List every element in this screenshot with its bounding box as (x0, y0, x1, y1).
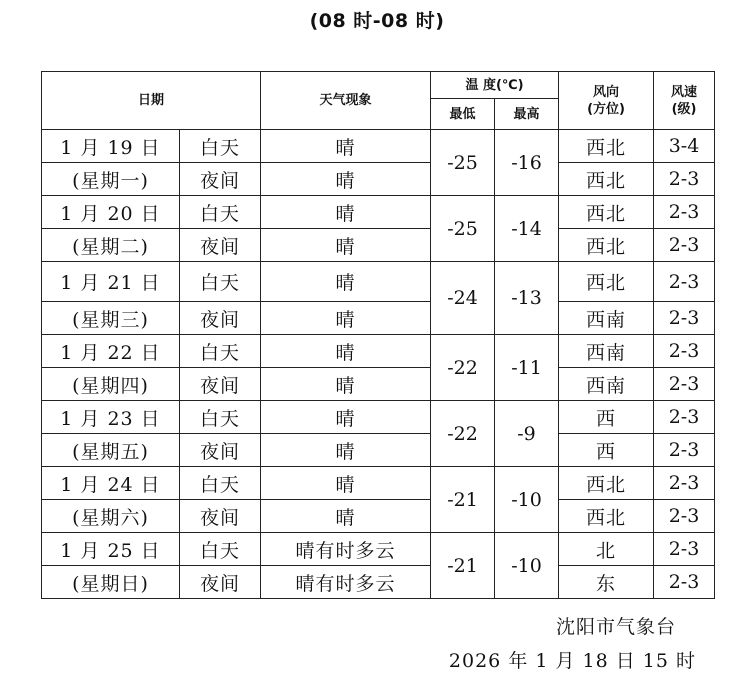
wind-direction-cell: 西北 (559, 196, 654, 229)
period-label: 夜间 (180, 566, 261, 599)
weather-cell: 晴有时多云 (261, 533, 431, 566)
wind-direction-cell: 西南 (559, 368, 654, 401)
table-row (42, 533, 715, 566)
weekday-cell: (星期五) (42, 434, 180, 467)
table-row (42, 335, 715, 368)
wind-speed-cell: 2-3 (654, 434, 715, 467)
issue-time: 2026 年 1 月 18 日 15 时 (448, 650, 696, 672)
weather-cell: 晴 (261, 434, 431, 467)
weather-cell: 晴 (261, 262, 431, 302)
period-label: 白天 (180, 130, 261, 163)
weather-cell: 晴有时多云 (261, 566, 431, 599)
wind-direction-cell: 西 (559, 401, 654, 434)
period-label: 夜间 (180, 302, 261, 335)
weather-cell: 晴 (261, 196, 431, 229)
header-weather: 天气现象 (261, 72, 431, 130)
date-cell: 1 月 25 日 (42, 533, 180, 566)
period-label: 夜间 (180, 368, 261, 401)
header-wind-speed-unit: (级) (671, 101, 697, 117)
date-cell: 1 月 21 日 (42, 262, 180, 302)
weather-cell: 晴 (261, 302, 431, 335)
wind-direction-cell: 西北 (559, 130, 654, 163)
table-row (42, 163, 715, 196)
weather-cell: 晴 (261, 130, 431, 163)
temp-max-cell: -16 (495, 130, 559, 196)
forecast-period-title: (08 时-08 时) (309, 10, 445, 32)
temp-min-cell: -25 (431, 196, 495, 262)
table-row (42, 467, 715, 500)
wind-direction-cell: 东 (559, 566, 654, 599)
wind-speed-cell: 2-3 (654, 401, 715, 434)
date-cell: 1 月 19 日 (42, 130, 180, 163)
temp-max-cell: -11 (495, 335, 559, 401)
weather-cell: 晴 (261, 467, 431, 500)
date-cell: 1 月 24 日 (42, 467, 180, 500)
table-row (42, 566, 715, 599)
date-cell: 1 月 23 日 (42, 401, 180, 434)
header-wind-speed-label: 风速 (671, 84, 698, 100)
wind-speed-cell: 2-3 (654, 229, 715, 262)
period-label: 白天 (180, 401, 261, 434)
table-row (42, 500, 715, 533)
period-label: 白天 (180, 335, 261, 368)
header-temp-max: 最高 (495, 99, 559, 130)
weather-cell: 晴 (261, 163, 431, 196)
wind-direction-cell: 西北 (559, 262, 654, 302)
period-label: 白天 (180, 533, 261, 566)
table-row (42, 434, 715, 467)
temp-min-cell: -24 (431, 262, 495, 335)
wind-speed-cell: 2-3 (654, 368, 715, 401)
temp-max-cell: -10 (495, 533, 559, 599)
wind-speed-cell: 2-3 (654, 500, 715, 533)
weather-cell: 晴 (261, 500, 431, 533)
header-wind-direction (559, 72, 654, 130)
temp-max-cell: -13 (495, 262, 559, 335)
wind-speed-cell: 2-3 (654, 302, 715, 335)
wind-speed-cell: 3-4 (654, 130, 715, 163)
wind-speed-cell: 2-3 (654, 533, 715, 566)
header-wind-direction-label: 风向 (593, 84, 620, 100)
weekday-cell: (星期六) (42, 500, 180, 533)
wind-speed-cell: 2-3 (654, 196, 715, 229)
weather-cell: 晴 (261, 368, 431, 401)
table-row (42, 229, 715, 262)
wind-speed-cell: 2-3 (654, 163, 715, 196)
wind-direction-cell: 西北 (559, 500, 654, 533)
weather-cell: 晴 (261, 335, 431, 368)
wind-direction-cell: 北 (559, 533, 654, 566)
period-label: 夜间 (180, 434, 261, 467)
wind-direction-cell: 西北 (559, 229, 654, 262)
table-row (42, 302, 715, 335)
period-label: 夜间 (180, 163, 261, 196)
table-row (42, 196, 715, 229)
temp-min-cell: -25 (431, 130, 495, 196)
table-row (42, 262, 715, 302)
date-cell: 1 月 20 日 (42, 196, 180, 229)
wind-speed-cell: 2-3 (654, 262, 715, 302)
header-wind-direction-unit: (方位) (587, 101, 625, 117)
weekday-cell: (星期四) (42, 368, 180, 401)
header-date: 日期 (42, 72, 261, 130)
weekday-cell: (星期一) (42, 163, 180, 196)
forecast-body (42, 130, 715, 599)
weather-cell: 晴 (261, 401, 431, 434)
wind-direction-cell: 西南 (559, 302, 654, 335)
temp-min-cell: -21 (431, 533, 495, 599)
weekday-cell: (星期日) (42, 566, 180, 599)
temp-max-cell: -14 (495, 196, 559, 262)
wind-direction-cell: 西北 (559, 467, 654, 500)
temp-min-cell: -22 (431, 401, 495, 467)
period-label: 白天 (180, 467, 261, 500)
weekday-cell: (星期二) (42, 229, 180, 262)
period-label: 白天 (180, 196, 261, 229)
wind-speed-cell: 2-3 (654, 566, 715, 599)
wind-direction-cell: 西 (559, 434, 654, 467)
table-row (42, 401, 715, 434)
table-row (42, 368, 715, 401)
table-row (42, 130, 715, 163)
period-label: 夜间 (180, 500, 261, 533)
issuing-organization: 沈阳市气象台 (555, 616, 676, 638)
temp-max-cell: -10 (495, 467, 559, 533)
period-label: 白天 (180, 262, 261, 302)
wind-speed-cell: 2-3 (654, 467, 715, 500)
wind-speed-cell: 2-3 (654, 335, 715, 368)
header-temperature: 温 度(℃) (431, 72, 559, 99)
header-temp-min: 最低 (431, 99, 495, 130)
date-cell: 1 月 22 日 (42, 335, 180, 368)
wind-direction-cell: 西北 (559, 163, 654, 196)
temp-min-cell: -22 (431, 335, 495, 401)
period-label: 夜间 (180, 229, 261, 262)
weather-cell: 晴 (261, 229, 431, 262)
header-wind-speed (654, 72, 715, 130)
temp-min-cell: -21 (431, 467, 495, 533)
weekday-cell: (星期三) (42, 302, 180, 335)
temp-max-cell: -9 (495, 401, 559, 467)
weather-forecast-table (41, 71, 715, 599)
wind-direction-cell: 西南 (559, 335, 654, 368)
